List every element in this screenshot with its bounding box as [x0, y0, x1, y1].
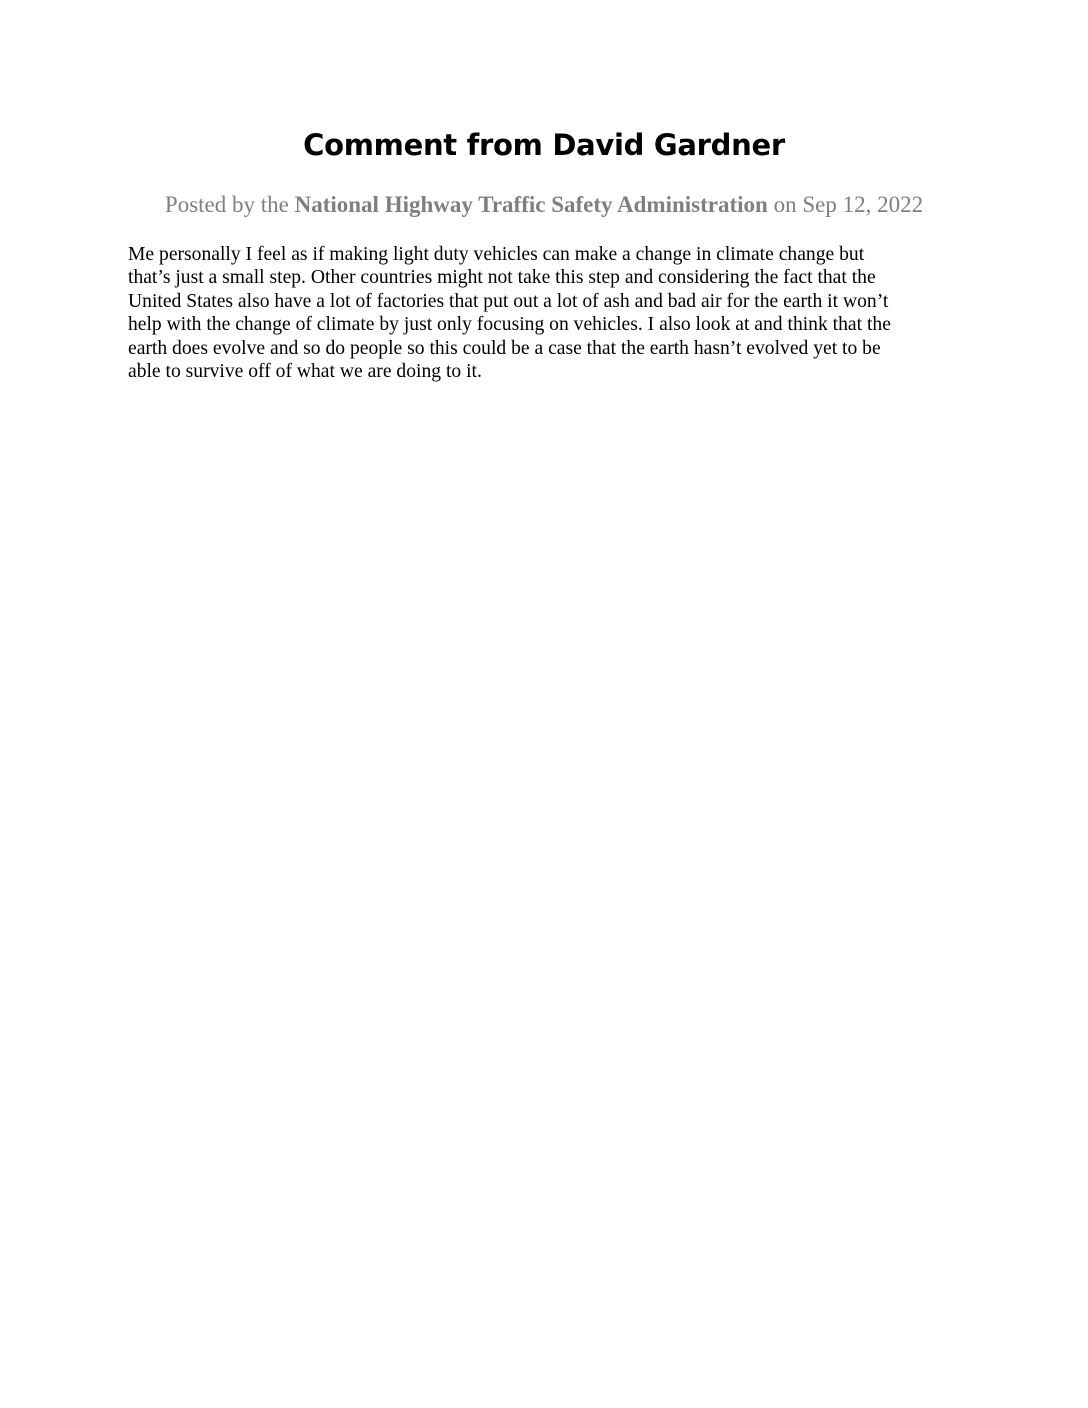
page-title: Comment from David Gardner	[303, 128, 785, 162]
comment-line: United States also have a lot of factories that put out a lot of ash and bad air for the earth it won’t	[128, 290, 889, 312]
posted-date: Sep 12, 2022	[802, 192, 924, 217]
posted-prefix: Posted by the	[164, 192, 289, 217]
comment-line: help with the change of climate by just only focusing on vehicles. I also look at and think that the	[128, 314, 891, 336]
comment-line: able to survive off of what we are doing to it.	[128, 361, 482, 383]
comment-line: that’s just a small step. Other countries might not take this step and considering the fact that the	[128, 267, 876, 289]
posted-by-line	[0, 192, 1088, 218]
comment-body	[128, 243, 968, 383]
comment-line: earth does evolve and so do people so this could be a case that the earth hasn’t evolved yet to be	[128, 337, 881, 359]
comment-line: Me personally I feel as if making light duty vehicles can make a change in climate change but	[128, 244, 865, 265]
posted-on-word: on	[773, 192, 797, 217]
agency-name: National Highway Traffic Safety Administration	[294, 192, 768, 217]
